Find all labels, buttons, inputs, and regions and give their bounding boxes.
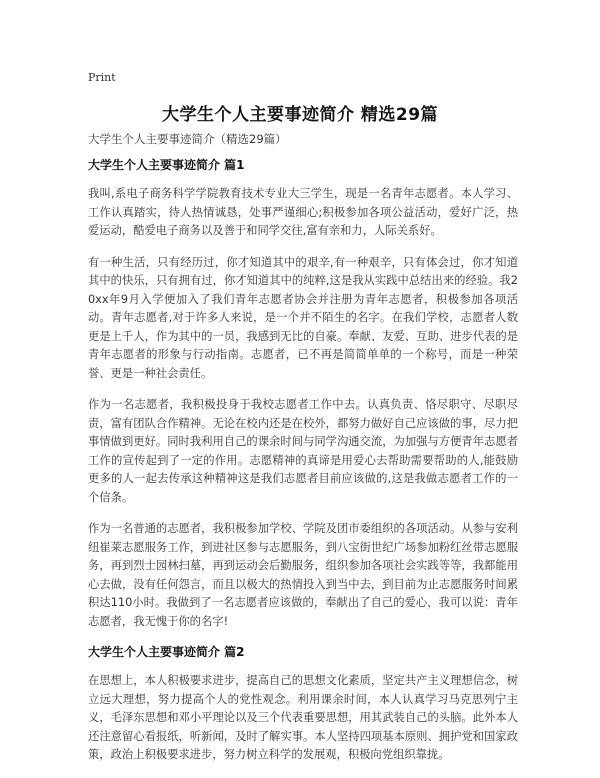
paragraph: 作为一名志愿者，我积极投身于我校志愿者工作中去。认真负责、恪尽职守、尽职尽责，富有团队合作精神。无论在校内还是在校外，都努力做好自己应该做的事，尽力把事情做到更好。同时我利用自己的课余时间与同学沟通交流，为加强与方便青年志愿者工作的宣传起到了一定的作用。志愿精神的真谛是用爱心去帮助需要帮助的人,能鼓励更多的人一起去传承这种精神这是我们志愿者目前应该做的,这是我做志愿者工作的一个信条。: [88, 398, 518, 504]
paragraph: 有一种生活，只有经历过，你才知道其中的艰辛,有一种艰辛，只有体会过，你才知道其中的快乐，只有拥有过，你才知道其中的纯粹,这是我从实践中总结出来的经验。我20xx年9月入学便加入了我们青年志愿者协会并注册为青年志愿者，积极参加各项活动。青年志愿者,对于许多人来说，是一个并不陌生的名字。在我们学校，志愿者人数更是上千人，作为其中的一员，我感到无比的自豪。奉献、友爱、互助、进步代表的是青年志愿者的形象与行动指南。志愿者，已不再是简简单单的一个称号，而是一种荣誉、更是一种社会责任。: [88, 255, 518, 380]
document-title: 大学生个人主要事迹简介 精选29篇: [161, 105, 439, 125]
paragraph: 作为一名普通的志愿者，我积极参加学校、学院及团市委组织的各项活动。从参与安利纽崔莱志愿服务工作，到进社区参与志愿服务，到八宝街世纪广场参加粉红丝带志愿服务，再到烈士园林扫墓，再到运动会后勤服务，组织参加各项社会实践等等，我都能用心去做，没有任何怨言，而且以极大的热情投入到当中去，到目前为止志愿服务时间累积达110小时。我做到了一名志愿者应该做的，奉献出了自己的爱心，我可以说：青年志愿者，我无愧于你的名字!: [88, 522, 518, 628]
section-heading: 大学生个人主要事迹简介 篇1: [88, 158, 245, 172]
print-label: Print: [88, 71, 116, 84]
paragraph: 在思想上，本人积极要求进步，提高自己的思想文化素质，坚定共产主义理想信念，树立远大理想，努力提高个人的党性观念。利用课余时间，本人认真学习马克思列宁主义，毛泽东思想和邓小平理论以及三个代表重要思想，用其武装自己的头脑。此外本人还注意留心看报纸，听新闻，及时了解实事。本人坚持四项基本原则、拥护党和国家政策，政治上积极要求进步，努力树立科学的发展观，积极向党组织靠拢。: [88, 674, 518, 761]
section-heading: 大学生个人主要事迹简介 篇2: [88, 645, 245, 659]
section-1: [88, 157, 518, 631]
document-body: [88, 157, 518, 778]
document-subtitle: 大学生个人主要事迹简介（精选29篇）: [88, 132, 287, 146]
paragraph: 我叫,系电子商务科学学院教育技术专业大三学生，现是一名青年志愿者。本人学习、工作认真踏实，待人热情诚恳，处事严谨细心;积极参加各项公益活动，爱好广泛，热爱运动，酷爱电子商务以及善于和同学交往,富有亲和力，人际关系好。: [88, 187, 518, 237]
section-2: [88, 644, 518, 765]
